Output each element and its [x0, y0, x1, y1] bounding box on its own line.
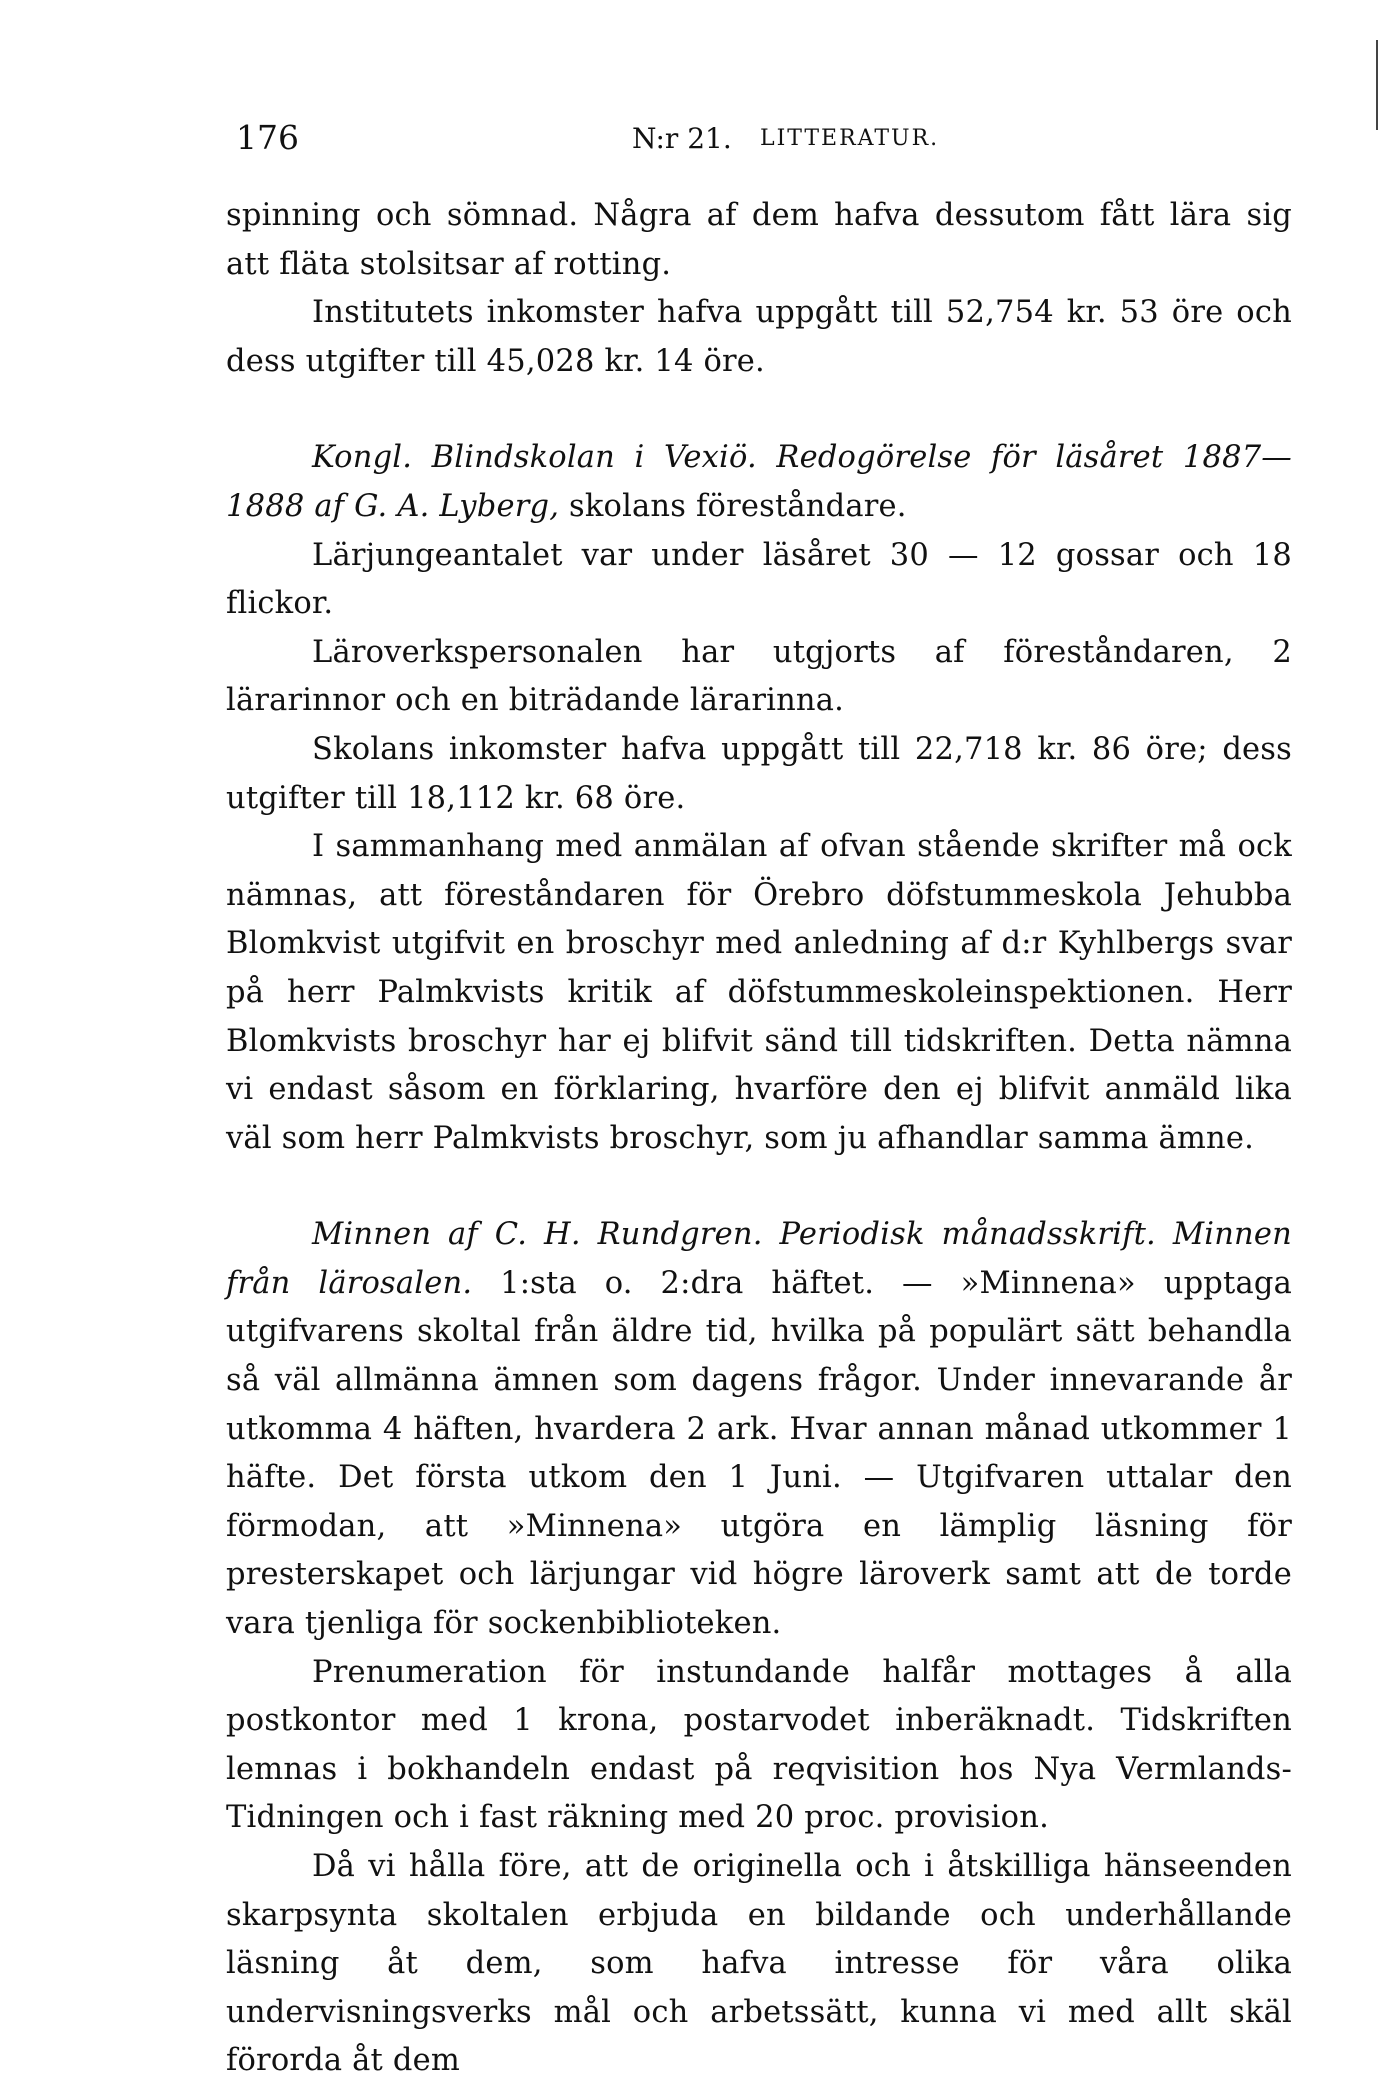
- paragraph-7: I sammanhang med anmälan af ofvan stående skrifter må ock nämnas, att föreståndaren för Örebro döfstummeskola Jehubba Blomkvist utgifvit en broschyr med anledning af d:r Kyhlbergs svar på herr Palmkvists kritik af döfstummeskoleinspektionen. Herr Blomkvists broschyr har ej blifvit sänd till tidskriften. Detta nämna vi endast såsom en förklaring, hvarföre den ej blifvit anmäld lika väl som herr Palmkvists broschyr, som ju afhandlar samma ämne.: [226, 829, 1292, 1156]
- page-number: 176: [236, 118, 299, 157]
- review-rest: skolans föreståndare.: [559, 488, 907, 524]
- review-title-1: Kongl. Blindskolan i Vexiö.: [312, 440, 757, 476]
- paragraph-9: Prenumeration för instundande halfår mottages å alla postkontor med 1 krona, postarvodet inberäknadt. Tidskriften lemnas i bokhandeln endast på reqvisition hos Nya Vermlands-Tidningen och i fast räkning med 20 proc. provision.: [226, 1654, 1292, 1836]
- paragraph-8: [226, 1211, 1292, 1648]
- paragraph-3: [226, 434, 1292, 531]
- page-header: [236, 118, 1296, 168]
- minnen-text: 1:sta o. 2:dra häftet. — »Minnena» upptaga utgifvarens skoltal från äldre tid, hvilka på populärt sätt behandla så väl allmänna ämnen som dagens frågor. Under innevarande år utkomma 4 häften, hvardera 2 ark. Hvar annan månad utkommer 1 häfte. Det första utkom den 1 Juni. — Utgifvaren uttalar den förmodan, att »Minnena» utgöra en lämplig läsning för presterskapet och lärjungar vid högre läroverk samt att de torde vara tjenliga för sockenbiblioteken.: [226, 1265, 1292, 1642]
- paragraph-1: spinning och sömnad. Några af dem hafva dessutom fått lära sig att fläta stolsitsar af rotting.: [226, 198, 1292, 282]
- paragraph-10: Då vi hålla före, att de originella och i åtskilliga hänseenden skarpsynta skoltalen erbjuda en bildande och underhållande läsning åt dem, som hafva intresse för våra olika undervisningsverks mål och arbetssätt, kunna vi med allt skäl förorda åt dem: [226, 1849, 1292, 2079]
- paragraph-2: Institutets inkomster hafva uppgått till 52,754 kr. 53 öre och dess utgifter till 45,028 kr. 14 öre.: [226, 295, 1292, 379]
- page-body: [226, 192, 1292, 2086]
- paragraph-5: Läroverkspersonalen har utgjorts af föreståndaren, 2 lärarinnor och en biträdande lärarinna.: [226, 634, 1292, 719]
- page-edge-mark: [1376, 40, 1378, 130]
- section-title: LITTERATUR.: [760, 126, 940, 151]
- minnen-title: Minnen af C. H. Rundgren. Periodisk månadsskrift. Minnen från lärosalen.: [226, 1217, 1292, 1301]
- paragraph-4: Lärjungeantalet var under läsåret 30 — 12 gossar och 18 flickor.: [226, 537, 1292, 622]
- issue-number: N:r 21.: [632, 122, 732, 155]
- review-title-2: Redogörelse för läsåret 1887—1888 af G. A. Lyberg,: [226, 440, 1292, 524]
- paragraph-6: Skolans inkomster hafva uppgått till 22,718 kr. 86 öre; dess utgifter till 18,112 kr. 68 öre.: [226, 731, 1292, 816]
